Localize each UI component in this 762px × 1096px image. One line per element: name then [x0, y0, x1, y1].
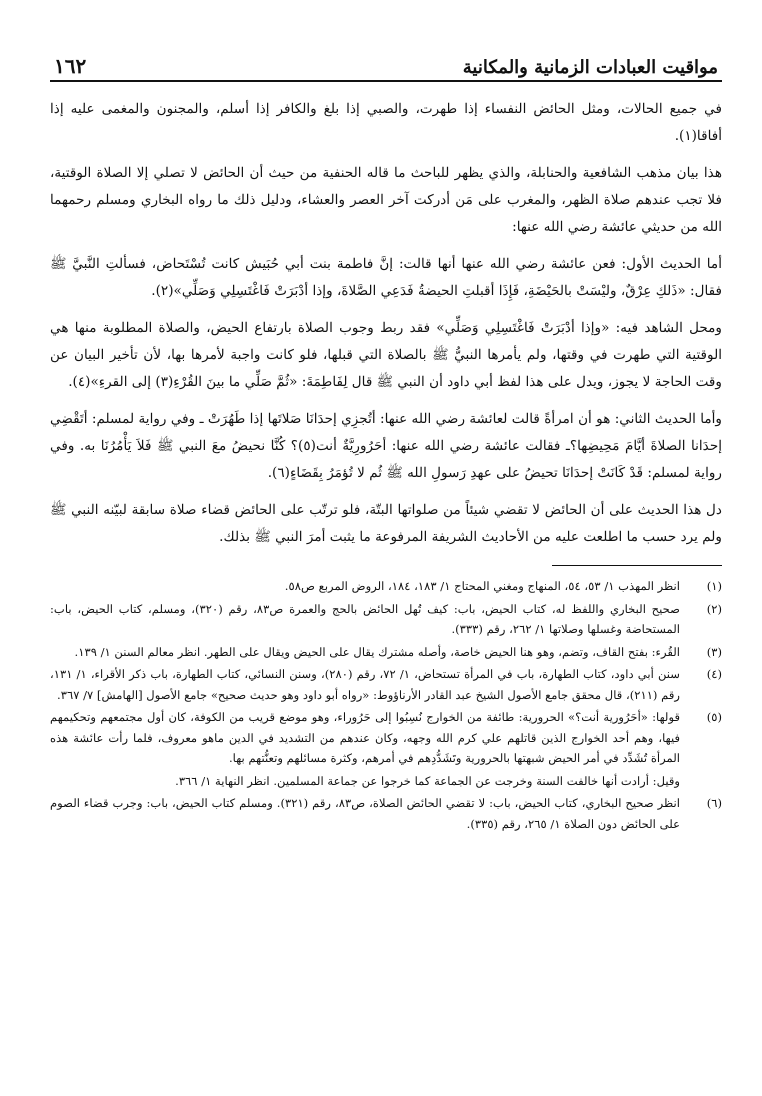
paragraph: ومحل الشاهد فيه: «وإذا أدْبَرَتْ فَاغْتَسِلِي وَصَلِّي» فقد ربط وجوب الصلاة بارتفاع الحيض، والصلاة المطلوبة منها هي الوقتية التي طهرت في وقتها، ولم يأمرها النبيُّ ﷺ بالصلاة التي قبلها، فلو كانت واجبة لأمرها بها، لأن تأخير البيان عن وقت الحاجة لا يجوز، ويدل على هذا لفظ أبي داود أن النبي ﷺ قال لِفَاطِمَةَ: «ثُمَّ صَلِّي ما بينَ القُرْءِ(٣) إلى القرءِ»(٤).: [50, 320, 722, 390]
footnote: [50, 642, 722, 663]
footnote-text: وقيل: أرادت أنها خالفت السنة وخرجت عن الجماعة كما خرجوا عن جماعة المسلمين. انظر النهاية ١/ ٣٦٦.: [175, 773, 680, 788]
footnote-number: (٣): [706, 644, 722, 659]
footnote: [50, 664, 722, 705]
footnote-number: (١): [706, 579, 722, 593]
paragraph: أما الحديث الأول: فعن عائشة رضي الله عنها أنها قالت: إنَّ فاطمة بنت أبي حُبَيش كانت تُسْتَحاض، فسألتِ النَّبيَّ ﷺ فقال: «ذَلكِ عِرْقٌ، وليْسَتْ بالحَيْضَةِ، فَإِذَا أقبلتِ الحيضةُ فَدَعِي الصَّلاةَ، وإذا أدْبَرَتْ فَاغْتَسِلِي وَصَلِّي»(٢).: [50, 256, 722, 299]
paragraph: هذا بيان مذهب الشافعية والحنابلة، والذي يظهر للباحث ما قاله الحنفية من حيث أن الحائض لا تصلي إلا الصلاة الوقتية، فلا تجب عندهم صلاة الظهر، والمغرب على مَن أدركت آخر العصر والعشاء، ودليل ذلك ما رواه البخاري ومسلم رحمهما الله من حديثي عائشة رضي الله عنها:: [50, 165, 722, 235]
footnote-continuation: [50, 771, 722, 792]
footnote-text: القُرء: بفتح القاف، وتضم، وهو هنا الحيض خاصة، وأصله مشترك يقال على الحيض ويقال على الطهر. انظر معالم السنن ١/ ١٣٩.: [74, 644, 680, 659]
footnote-text: قولها: «أحَرُورية أنت؟» الحرورية: طائفة من الخوارج نُسِبُوا إلى حَرُوراء، وهو موضع قريب من الكوفة، كان أول مجتمعهم وتحكيمهم فيها، وهم أحد الخوارج الذين قاتلهم علي كرم الله وجهه، وكان عندهم من التشديد في الدين ماهو معروف، فلما رأت عائشة هذه المرأة تُشَدِّد في أمر الحيض شبهتها بالحرورية وتَشَدُّدِهم في أمرهم، وكثرة مسائلهم وتعنُّتهم بها.: [50, 710, 680, 765]
footnote: [50, 793, 722, 834]
page-number: ١٦٢: [54, 54, 87, 78]
footnote: [50, 707, 722, 769]
footnote-separator: [552, 565, 722, 566]
footnote-number: (٦): [706, 796, 722, 810]
running-title: مواقيت العبادات الزمانية والمكانية: [462, 57, 718, 78]
footnote-number: (٢): [706, 601, 722, 616]
footnote: [50, 576, 722, 597]
footnote: [50, 599, 722, 640]
footnote-text: انظر صحيح البخاري، كتاب الحيض، باب: لا تقضي الحائض الصلاة، ص٨٣، رقم (٣٢١). ومسلم كتاب الحيض، باب: وجرب قضاء الصوم على الحائض دون الصلاة ١/ ٢٦٥، رقم (٣٣٥).: [50, 796, 681, 831]
footnote-text: صحيح البخاري واللفظ له، كتاب الحيض، باب: كيف تُهل الحائض بالحج والعمرة ص٨٣، رقم (٣٢٠)، ومسلم، كتاب الحيض، باب: المستحاضة وغسلها وصلاتها ١/ ٢٦٢، رقم (٣٣٣).: [50, 601, 680, 636]
footnote-text: انظر المهذب ١/ ٥٣، ٥٤، المنهاج ومغني المحتاج ١/ ١٨٣، ١٨٤، الروض المربع ص٥٨.: [284, 579, 680, 593]
main-text: [50, 96, 722, 551]
page-header: [50, 38, 722, 82]
footnote-text: سنن أبي داود، كتاب الطهارة، باب في المرأة تستحاض، ١/ ٧٢، رقم (٢٨٠)، وسنن النسائي، كتاب الطهارة، باب ذكر الأقراء، ١/ ١٣١، رقم (٢١١)، قال محقق جامع الأصول الشيخ عبد القادر الأرناؤوط: «رواه أبو داود وهو حديث صحيح» جامع الأصول [الهامش] ٧/ ٣٦٧.: [50, 667, 680, 702]
footnote-number: (٥): [706, 710, 722, 724]
footnote-number: (٤): [706, 667, 722, 681]
footnotes: [50, 576, 722, 834]
paragraph: دل هذا الحديث على أن الحائض لا تقضي شيئاً من صلواتها البتّة، فلو ترتّب على الحائض قضاء صلاة سابقة لبيّنه النبي ﷺ ولم يرد حسب ما اطلعت عليه من الأحاديث الشريفة المرفوعة ما يثبت أمرَ النبي ﷺ بذلك.: [50, 502, 722, 545]
paragraph: في جميع الحالات، ومثل الحائض النفساء إذا طهرت، والصبي إذا بلغ والكافر إذا أسلم، والمجنون والمغمى عليه إذا أفاقا(١).: [50, 101, 722, 144]
paragraph: وأما الحديث الثاني: هو أن امرأةً قالت لعائشة رضي الله عنها: أتُجزِي إحدَانَا صَلاتَها إذا طَهُرَتْ ـ وفي رواية لمسلم: أتَقْضِي إحدَانا الصلاةَ أيَّامَ مَحِيضِها؟ـ فقالت عائشة رضي الله عنها: أحَرُورِيَّةٌ أنت(٥)؟ كُنَّا نحيضُ معَ النبي ﷺ فَلاَ يَأْمُرُنَا به. وفي رواية لمسلم: قَدْ كَانَتْ إحدَانَا تحيضُ على عهدِ رَسولِ الله ﷺ ثُم لا تُؤمَرُ بِقَضَاءٍ(٦).: [50, 411, 722, 481]
